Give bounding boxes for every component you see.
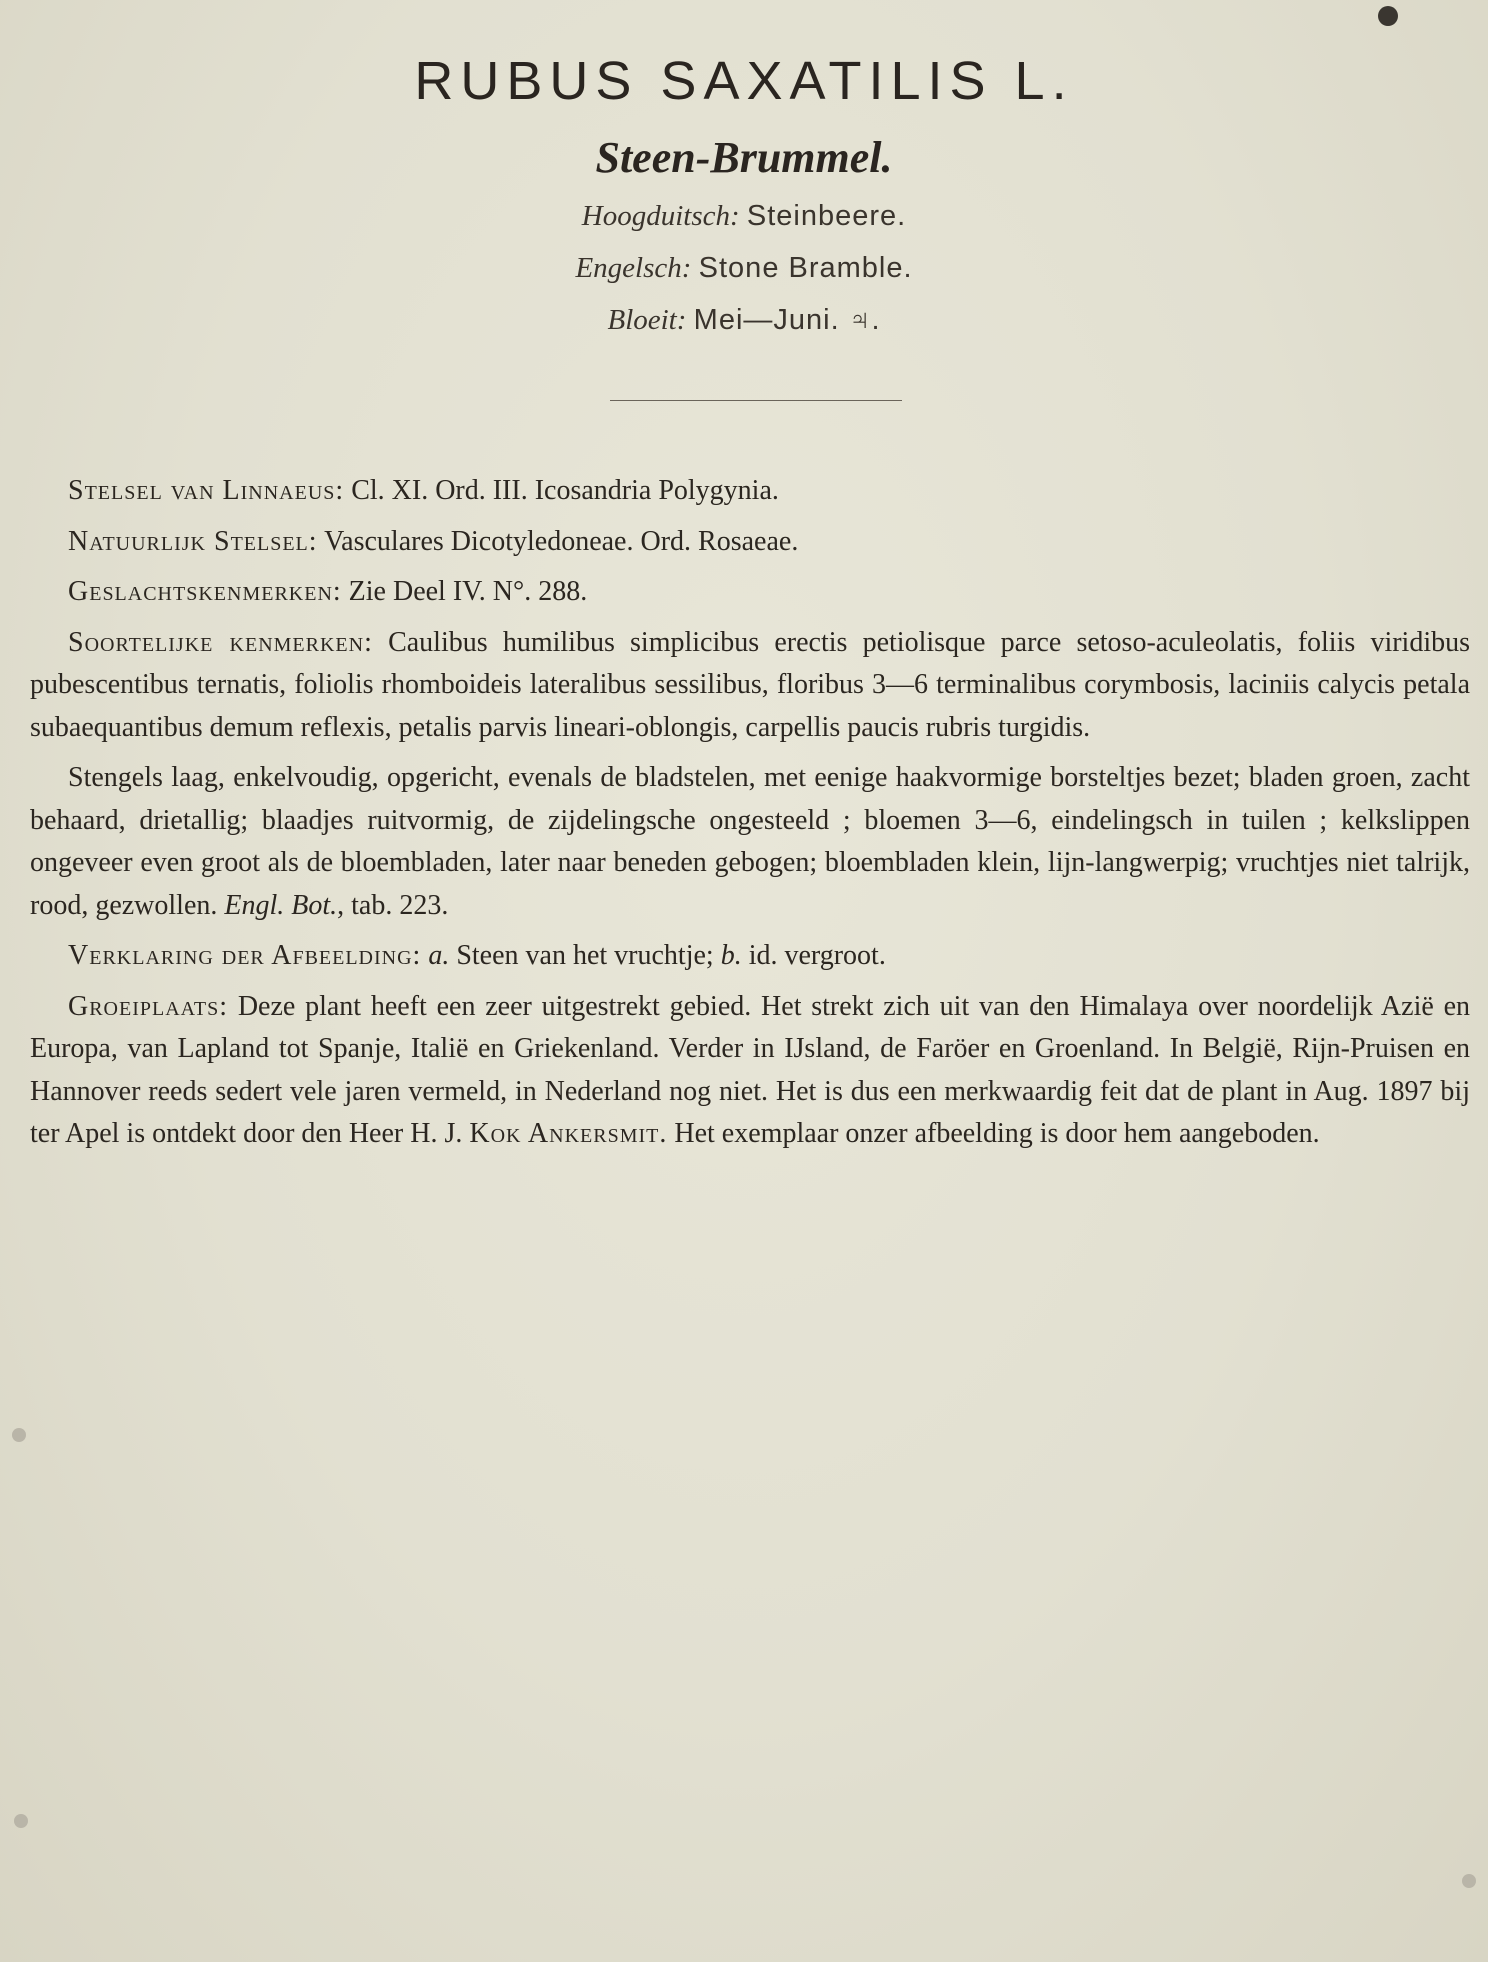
section-genus-characters [30,571,1470,614]
page-subtitle: Steen-Brummel. [595,133,893,182]
name-english-value: Stone Bramble. [698,252,913,284]
section-linnaeus-text: Cl. XI. Ord. III. Icosandria Polygynia. [351,475,779,506]
section-species-label: Soortelijke kenmerken: [68,626,373,658]
section-natural-system-label: Natuurlijk Stelsel: [68,525,318,557]
section-figure-explanation [30,935,1470,978]
section-linnaeus-label: Stelsel van Linnaeus: [68,475,345,506]
section-habitat [30,986,1470,1156]
reference-title: Engl. Bot. [224,889,338,921]
name-english-label: Engelsch: [575,252,692,284]
page-title: RUBUS SAXATILIS L. [414,51,1074,111]
section-species-characters [30,622,1470,750]
document-body [30,470,1470,1164]
flowering-time [0,304,1488,337]
section-habitat-text-end: Het exemplaar onzer afbeelding is door hem aangeboden. [674,1118,1320,1149]
section-natural-system-text: Vasculares Dicotyledoneae. Ord. Rosaeae. [324,525,799,557]
figure-b-letter: b. [720,940,742,971]
paper-spot [14,1814,28,1828]
name-english [0,252,1488,285]
section-species-text: Caulibus humilibus simplicibus erectis petiolisque parce setoso-aculeolatis, foliis viridibus pubescentibus ternatis, foliolis rhomboideis lateralibus sessilibus, floribus 3—6 terminalibus corymbosis, laciniis calycis petala subaequantibus demum reflexis, petalis parvis lineari-oblongis, carpellis paucis rubris turgidis. [30,626,1470,743]
section-figure-label: Verklaring der Afbeelding: [68,940,422,971]
name-german-label: Hoogduitsch: [581,200,740,232]
divider [610,400,902,401]
section-habitat-label: Groeiplaats: [68,990,229,1022]
name-german [0,200,1488,233]
ink-spot [1378,6,1398,26]
section-description-text: Stengels laag, enkelvoudig, opgericht, evenals de bladstelen, met eenige haakvormige borsteltjes bezet; bladen groen, zacht behaard, drietallig; blaadjes ruitvormig, de zijdelingsche ongesteeld ; bloemen 3—6, eindelingsch in tuilen ; kelkslippen ongeveer even groot als de bloembladen, later naar beneden gebogen; bloembladen klein, lijn-langwerpig; vruchtjes niet talrijk, rood, gezwollen. [30,762,1470,921]
flowering-value: Mei—Juni. ♃. [693,304,881,336]
reference-plate: , tab. 223. [337,889,449,921]
section-natural-system [30,521,1470,564]
flowering-label: Bloeit: [607,304,687,336]
section-habitat-text: Deze plant heeft een zeer uitgestrekt gebied. Het strekt zich uit van den Himalaya over noordelijk Azië en Europa, van Lapland tot Spanje, Italië en Griekenland. Verder in IJsland, de Faröer en Groenland. In België, Rijn-Pruisen en Hannover reeds sedert vele jaren vermeld, in Nederland nog niet. Het is dus een merkwaardig feit dat de plant in Aug. 1897 bij ter Apel is ontdekt door den Heer H. J. [30,990,1470,1149]
habitat-person: Kok Ankersmit. [469,1118,668,1149]
paper-spot [12,1428,26,1442]
figure-a-letter: a. [428,940,450,971]
section-linnaeus [30,470,1470,513]
section-genus-label: Geslachtskenmerken: [68,576,342,607]
paper-spot [1462,1874,1476,1888]
name-german-value: Steinbeere. [746,200,907,232]
figure-b-text: id. vergroot. [748,940,886,971]
section-description [30,757,1470,927]
section-genus-text: Zie Deel IV. N°. 288. [348,576,588,607]
figure-a-text: Steen van het vruchtje; [456,940,714,971]
